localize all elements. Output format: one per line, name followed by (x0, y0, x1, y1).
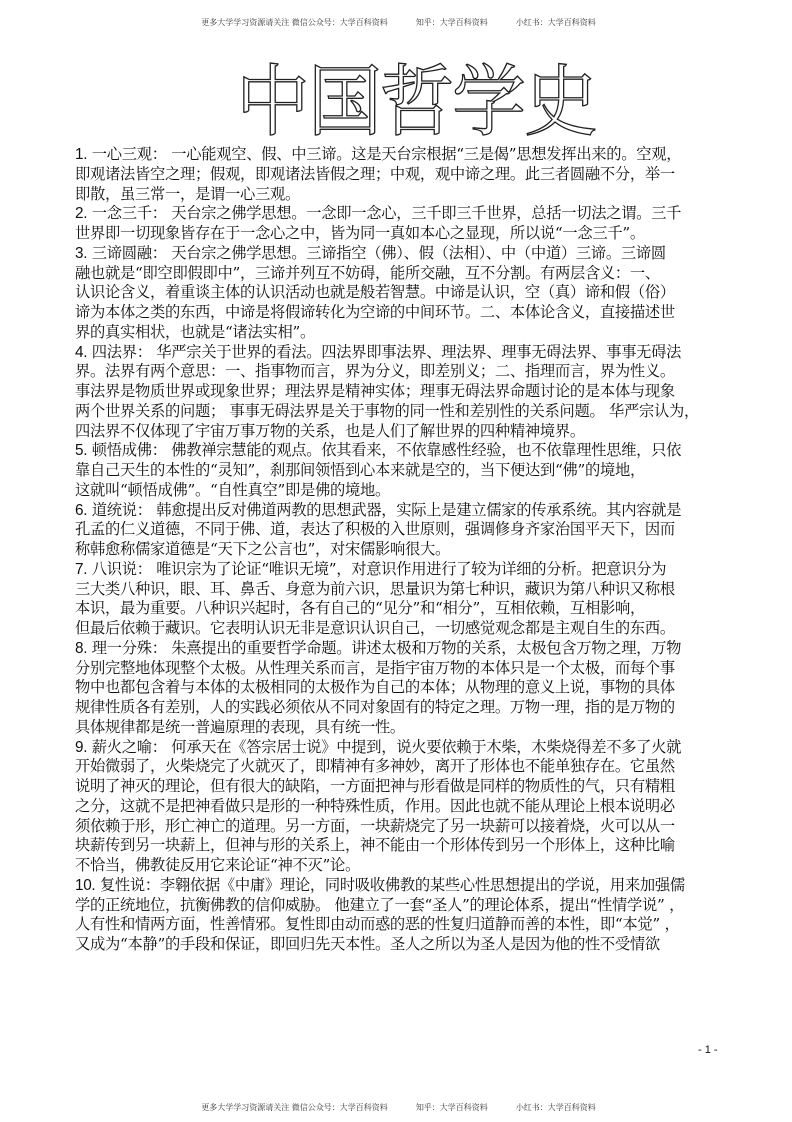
entry-number: 1. (75, 146, 88, 163)
text-line (75, 797, 725, 817)
line-text: 但最后依赖于藏识。它表明认识无非是意识认识自己，一切感觉观念都是主观自生的东西。 (75, 619, 675, 637)
entry-number: 7. (75, 560, 88, 578)
footer-text: 更多大学学习资源请关注 微信公众号：大学百科资料 (201, 1103, 388, 1112)
line-text: 本识，最为重要。八种识兴起时，各有自己的“见分”和“相分”，互相依赖，互相影响， (75, 599, 645, 618)
text-line (75, 876, 725, 896)
text-line (75, 738, 725, 758)
text-line (75, 422, 725, 442)
glossary-entry (75, 343, 725, 442)
page-number: - 1 - (698, 1044, 718, 1056)
footer-text: 小红书：大学百科资料 (515, 1103, 596, 1112)
text-line (75, 520, 725, 540)
text-line (75, 580, 725, 600)
text-line (75, 856, 725, 876)
line-text: 规律性质各有差别，人的实践必须依从不同对象固有的特定之理。万物一理，指的是万物的 (75, 698, 675, 716)
line-text: 孔孟的仁义道德，不同于佛、道，表达了积极的入世原则，强调修身齐家治国平天下，因而 (75, 520, 675, 539)
glossary-entry (75, 560, 725, 639)
glossary-entry (75, 501, 725, 560)
line-text: 谛为本体之类的东西，中谛是将假谛转化为空谛的中间环节。二、本体论含义，直接描述世 (75, 303, 675, 321)
page-header (0, 8, 792, 28)
glossary-entry (75, 639, 725, 738)
text-line (75, 935, 725, 955)
document-title: 中国哲学史 (236, 56, 596, 148)
text-line (75, 619, 725, 639)
line-text: 具体规律都是统一普遍原理的表现，具有统一性。 (75, 717, 405, 736)
glossary-entry (75, 441, 725, 500)
text-line (75, 481, 725, 501)
text-line (75, 817, 725, 837)
line-text: 两个世界关系的问题； 事事无碍法界是关于事物的同一性和差别性的关系问题。 华严宗认为， (75, 401, 699, 420)
line-text: 学的正统地位，抗衡佛教的信仰威胁。 他建立了一套“圣人”的理论体系，提出“性情学说” ， (75, 895, 685, 914)
text-line (75, 915, 725, 935)
header-text: 知乎：大学百科资料 (415, 18, 488, 27)
entry-number: 9. (75, 738, 88, 756)
line-text: 四法界： 华严宗关于世界的看法。四法界即事法界、理法界、理事无碍法界、事事无碍法 (91, 342, 682, 361)
line-text: 界。法界有两个意思：一、指事物而言，界为分义，即差别义；二、指理而言，界为性义。 (75, 362, 675, 381)
line-text: 开始微弱了，火柴烧完了火就灭了，即精神有多神妙，离开了形体也不能单独存在。它虽然 (75, 757, 675, 776)
line-text: 分别完整地体现整个太极。从性理关系而言，是指宇宙万物的本体只是一个太极，而每个事 (75, 658, 675, 677)
line-text: 即观诸法皆空之理；假观，即观诸法皆假之理；中观，观中谛之理。此三者圆融不分，举一 (75, 164, 675, 183)
entry-number: 10. (75, 876, 96, 894)
text-line (75, 757, 725, 777)
text-line (75, 540, 725, 560)
glossary-entry (75, 204, 725, 244)
text-line (75, 836, 725, 856)
entry-number: 2. (75, 205, 88, 223)
text-line (75, 185, 725, 205)
line-text: 三谛圆融： 天台宗之佛学思想。三谛指空（佛）、假（法相）、中（中道）三谛。三谛圆 (91, 243, 666, 262)
text-line (75, 224, 725, 244)
line-text: 顿悟成佛： 佛教禅宗慧能的观点。依其看来，不依靠感性经验，也不依靠理性思维，只依 (91, 441, 682, 460)
entry-number: 3. (75, 244, 88, 262)
glossary-entry (75, 244, 725, 343)
line-text: 世界即一切现象皆存在于一念心之中，皆为同一真如本心之显现，所以说“一念三千”。 (75, 224, 645, 242)
line-text: 界的真实相状，也就是“诸法实相”。 (75, 322, 315, 341)
line-text: 物中也都包含着与本体的太极相同的太极作为自己的本体；从物理的意义上说，事物的具体 (75, 678, 675, 697)
text-line (75, 145, 725, 165)
line-text: 称韩愈称儒家道德是“天下之公言也”，对宋儒影响很大。 (75, 540, 450, 558)
text-line (75, 343, 725, 363)
line-text: 一念三千： 天台宗之佛学思想。一念即一念心，三千即三千世界，总括一切法之谓。三千 (91, 204, 682, 223)
line-text: 不恰当，佛教徒反用它来论证“神不灭”论。 (75, 856, 360, 874)
line-text: 一心三观： 一心能观空、假、中三谛。这是天台宗根据“三是偈”思想发挥出来的。空观， (91, 145, 682, 163)
entry-number: 8. (75, 639, 88, 657)
document-body (75, 145, 725, 955)
line-text: 靠自己天生的本性的“灵知”，刹那间领悟到心本来就是空的，当下便达到“佛”的境地， (75, 461, 645, 479)
text-line (75, 204, 725, 224)
text-line (75, 283, 725, 303)
line-text: 块薪传到另一块薪上，但神与形的关系上，神不能由一个形体传到另一个形体上，这种比喻 (75, 836, 675, 855)
entry-number: 4. (75, 343, 88, 361)
line-text: 三大类八种识，眼、耳、鼻舌、身意为前六识，思量识为第七种识，藏识为第八种识又称根 (75, 579, 675, 598)
text-line (75, 501, 725, 521)
text-line (75, 461, 725, 481)
text-line (75, 639, 725, 659)
text-line (75, 599, 725, 619)
line-text: 事法界是物质世界或现象世界；理法界是精神实体；理事无碍法界命题讨论的是本体与现象 (75, 382, 675, 400)
line-text: 道统说： 韩愈提出反对佛道两教的思想武器，实际上是建立儒家的传承系统。其内容就是 (91, 500, 682, 519)
line-text: 认识论含义，着重谈主体的认识活动也就是般若智慧。中谛是认识，空（真）谛和假（俗） (75, 283, 675, 302)
entry-number: 6. (75, 501, 88, 519)
line-text: 须依赖于形，形亡神亡的道理。另一方面，一块薪烧完了另一块薪可以接着烧，火可以从一 (75, 816, 675, 835)
glossary-entry (75, 738, 725, 876)
line-text: 薪火之喻： 何承天在《答宗居士说》中提到，说火要依赖于木柴，木柴烧得差不多了火就 (91, 737, 682, 756)
line-text: 理一分殊： 朱熹提出的重要哲学命题。讲述太极和万物的关系，太极包含万物之理，万物 (91, 638, 682, 657)
text-line (75, 698, 725, 718)
text-line (75, 441, 725, 461)
line-text: 复性说：李翱依据《中庸》理论，同时吸收佛教的某些心性思想提出的学说，用来加强儒 (99, 875, 685, 894)
text-line (75, 718, 725, 738)
text-line (75, 323, 725, 343)
text-line (75, 896, 725, 916)
header-text: 小红书：大学百科资料 (515, 18, 596, 27)
glossary-entry (75, 145, 725, 204)
line-text: 又成为“本静”的手段和保证，即回归先天本性。圣人之所以为圣人是因为他的性不受情欲 (75, 935, 660, 953)
text-line (75, 402, 725, 422)
text-line (75, 264, 725, 284)
text-line (75, 382, 725, 402)
glossary-entry (75, 876, 725, 955)
header-text: 更多大学学习资源请关注 微信公众号：大学百科资料 (201, 18, 388, 27)
text-line (75, 678, 725, 698)
line-text: 八识说： 唯识宗为了论证“唯识无境”，对意识作用进行了较为详细的分析。把意识分为 (91, 559, 667, 578)
text-line (75, 165, 725, 185)
entry-number: 5. (75, 442, 88, 460)
line-text: 四法界不仅体现了宇宙万事万物的关系，也是人们了解世界的四种精神境界。 (75, 421, 585, 440)
text-line (75, 659, 725, 679)
text-line (75, 303, 725, 323)
line-text: 即散，虽三常一，是谓一心三观。 (75, 184, 300, 203)
text-line (75, 777, 725, 797)
page-footer (0, 1093, 792, 1113)
line-text: 融也就是“即空即假即中”，三谛并列互不妨碍，能所交融，互不分割。有两层含义：一、 (75, 263, 660, 282)
line-text: 这就叫“顿悟成佛”。“自性真空”即是佛的境地。 (75, 480, 391, 499)
text-line (75, 244, 725, 264)
line-text: 人有性和情两方面，性善情邪。复性即由动而惑的恶的性复归道静而善的本性，即“本觉” ， (75, 915, 680, 934)
footer-text: 知乎：大学百科资料 (415, 1103, 488, 1112)
line-text: 说明了神灭的理论，但有很大的缺陷，一方面把神与形看做是同样的物质性的气，只有精粗 (75, 777, 675, 795)
text-line (75, 362, 725, 382)
text-line (75, 560, 725, 580)
line-text: 之分，这就不是把神看做只是形的一种特殊性质，作用。因此也就不能从理论上根本说明必 (75, 796, 675, 815)
